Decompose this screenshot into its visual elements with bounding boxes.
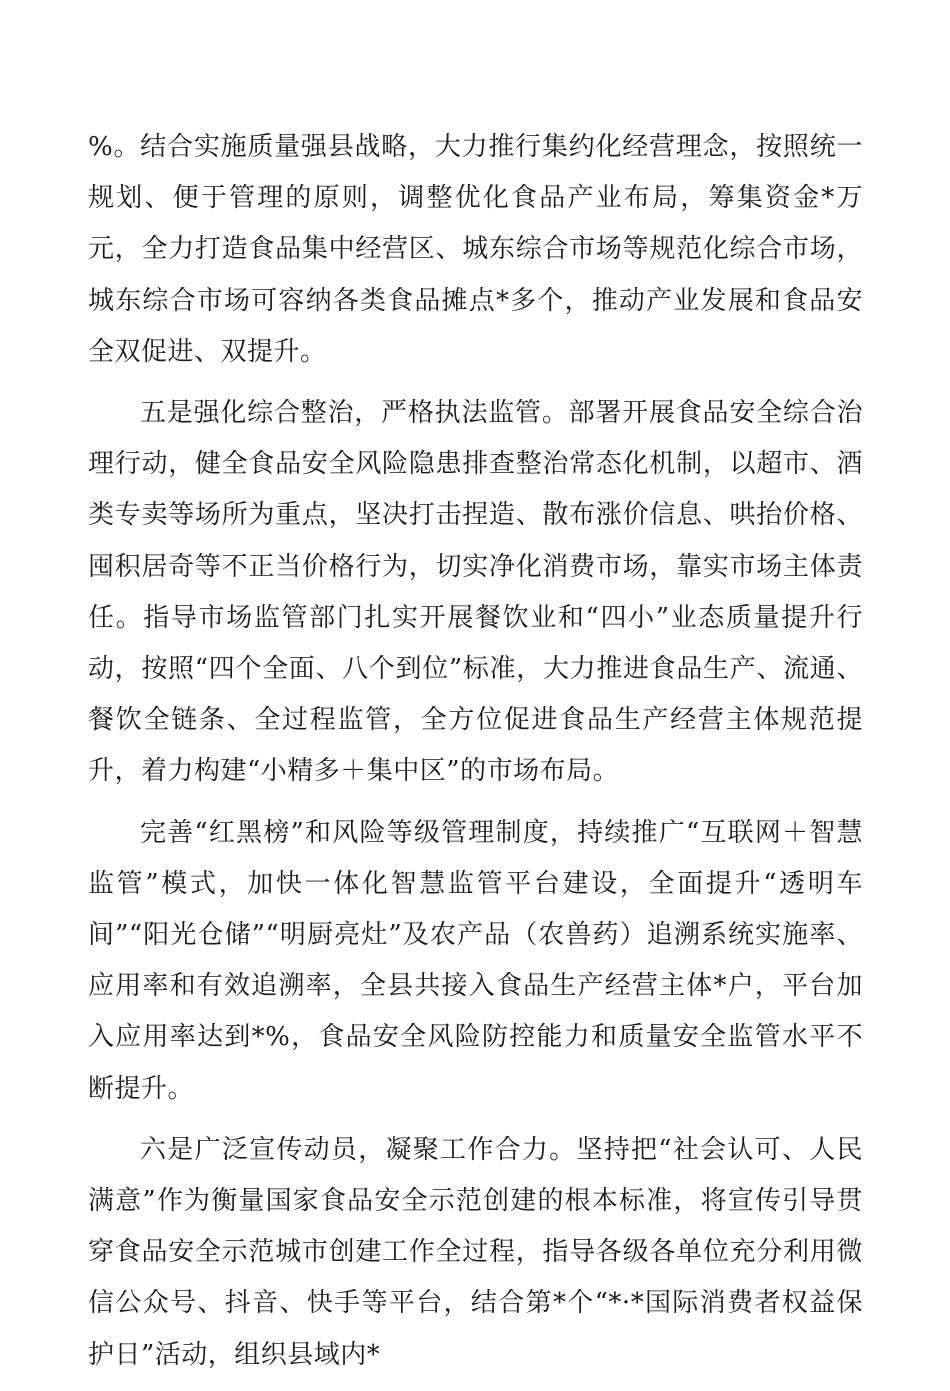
paragraph-food-market-layout: %。结合实施质量强县战略，大力推行集约化经营理念，按照统一规划、便于管理的原则，调整优化食品产业布局，筹集资金*万元，全力打造食品集中经营区、城东综合市场等规范化综合市场，城东综合市场可容纳各类食品摊点*多个，推动产业发展和食品安全双促进、双提升。 <box>88 132 863 367</box>
document-body <box>88 122 863 1391</box>
paragraph-law-enforcement: 五是强化综合整治，严格执法监管。部署开展食品安全综合治理行动，健全食品安全风险隐患排查整治常态化机制，以超市、酒类专卖等场所为重点，坚决打击捏造、散布涨价信息、哄抬价格、囤积居奇等不正当价格行为，切实净化消费市场，靠实市场主体责任。指导市场监管部门扎实开展餐饮业和“四小”业态质量提升行动，按照“四个全面、八个到位”标准，大力推进食品生产、流通、餐饮全链条、全过程监管，全方位促进食品生产经营主体规范提升，着力构建“小精多＋集中区”的市场布局。 <box>88 398 863 787</box>
paragraph-publicity-mobilization: 六是广泛宣传动员，凝聚工作合力。坚持把“社会认可、人民满意”作为衡量国家食品安全示范创建的根本标准，将宣传引导贯穿食品安全示范城市创建工作全过程，指导各级各单位充分利用微信公众号、抖音、快手等平台，结合第*个“*·*国际消费者权益保护日”活动，组织县域内* <box>88 1134 863 1370</box>
paragraph-smart-supervision: 完善“红黑榜”和风险等级管理制度，持续推广“互联网＋智慧监管”模式，加快一体化智慧监管平台建设，全面提升“透明车间”“阳光仓储”“明厨亮灶”及农产品（农兽药）追溯系统实施率、应用率和有效追溯率，全县共接入食品生产经营主体*户，平台加入应用率达到*%，食品安全风险防控能力和质量安全监管水平不断提升。 <box>88 817 863 1104</box>
